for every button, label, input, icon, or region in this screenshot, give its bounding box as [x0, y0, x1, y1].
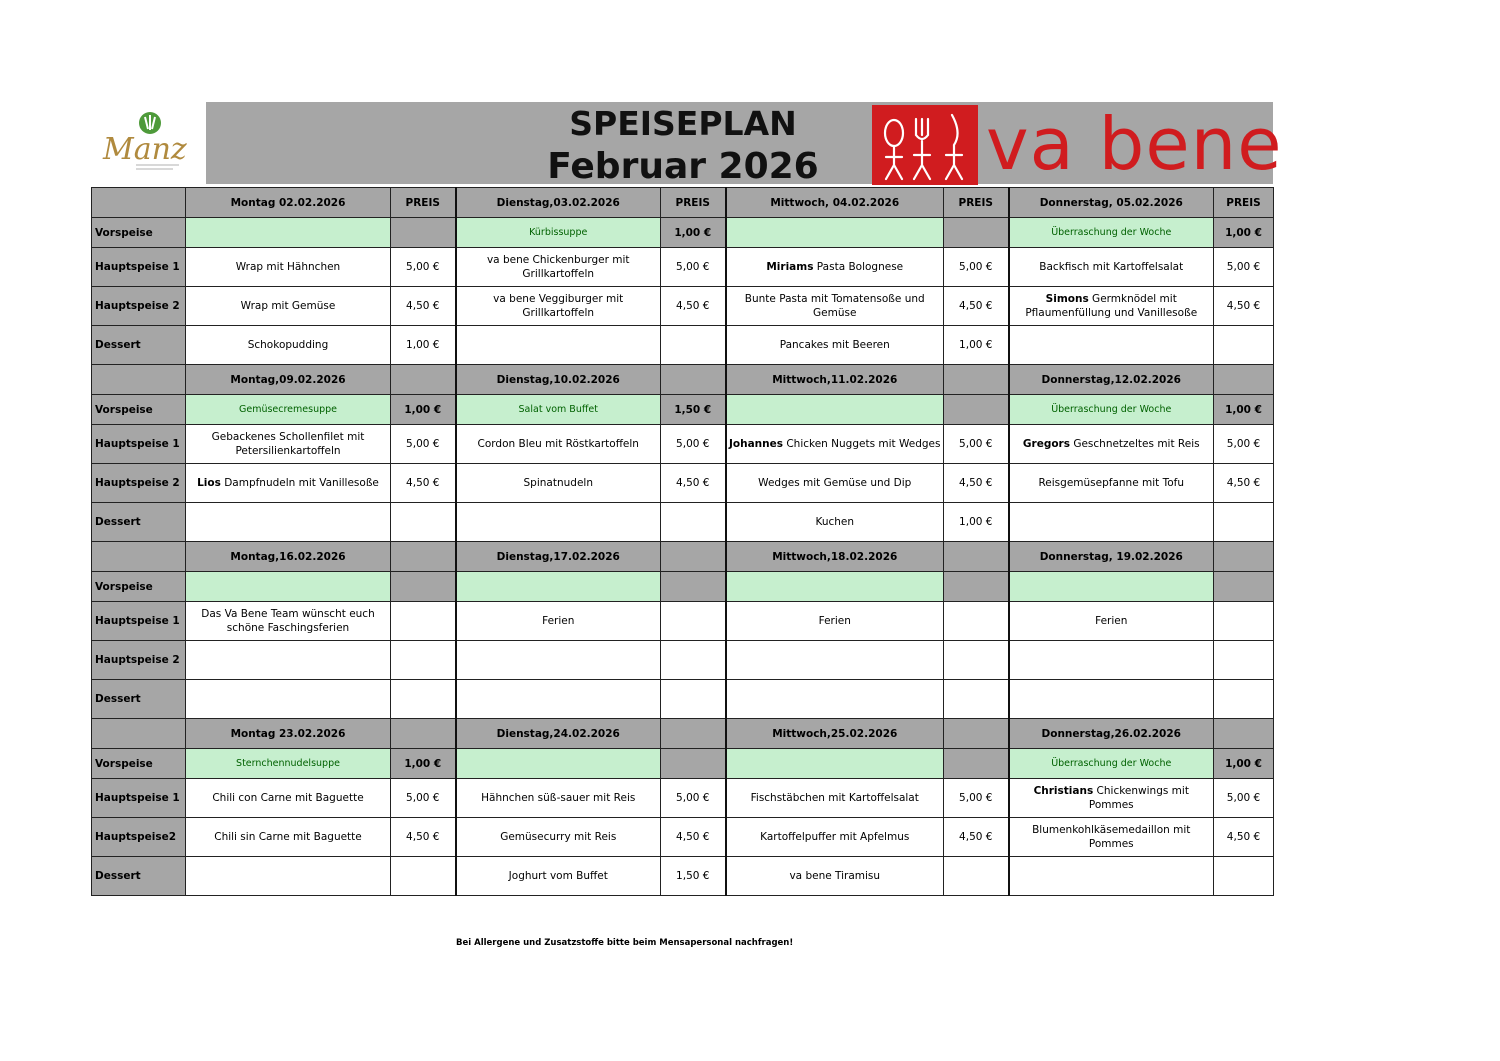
meal-cell	[456, 326, 661, 365]
meal-cell	[726, 287, 944, 326]
meal-price: 5,00 €	[944, 248, 1009, 287]
meal-name: Kürbissuppe	[529, 226, 588, 238]
meal-price: 1,00 €	[391, 749, 456, 779]
meal-price	[944, 218, 1009, 248]
meal-cell	[1009, 503, 1214, 542]
price-header	[944, 719, 1009, 749]
price-header	[1214, 719, 1274, 749]
meal-name: Chickenwings mit Pommes	[1088, 785, 1189, 811]
meal-name: Fischstäbchen mit Kartoffelsalat	[750, 792, 919, 804]
chef-name: Johannes	[728, 438, 783, 450]
meal-cell	[456, 395, 661, 425]
meal-name: Überraschung der Woche	[1051, 403, 1172, 415]
meal-price	[661, 602, 726, 641]
week-header-row	[92, 719, 1274, 749]
meal-price: 5,00 €	[1214, 425, 1274, 464]
meal-price: 4,50 €	[944, 818, 1009, 857]
meal-price	[391, 602, 456, 641]
row-label: Vorspeise	[92, 749, 186, 779]
meal-price: 4,50 €	[661, 818, 726, 857]
meal-cell	[726, 857, 944, 896]
meal-row	[92, 464, 1274, 503]
meal-price: 4,50 €	[1214, 818, 1274, 857]
meal-name: Gemüsecurry mit Reis	[500, 831, 617, 843]
meal-name: va bene Veggiburger mit Grillkartoffeln	[493, 293, 624, 319]
meal-price	[661, 641, 726, 680]
meal-name: Wrap mit Hähnchen	[235, 261, 341, 273]
meal-price: 5,00 €	[391, 779, 456, 818]
price-header	[391, 365, 456, 395]
meal-cell	[456, 464, 661, 503]
meal-row	[92, 218, 1274, 248]
meal-price	[1214, 602, 1274, 641]
meal-cell	[1009, 641, 1214, 680]
day-header: Donnerstag,26.02.2026	[1009, 719, 1214, 749]
meal-price	[944, 749, 1009, 779]
price-header	[661, 365, 726, 395]
meal-price: 5,00 €	[661, 425, 726, 464]
day-header: Dienstag,24.02.2026	[456, 719, 661, 749]
meal-name: Ferien	[1095, 615, 1128, 627]
meal-price: 1,50 €	[661, 857, 726, 896]
meal-price	[1214, 857, 1274, 896]
row-label: Hauptspeise 2	[92, 287, 186, 326]
meal-name: va bene Tiramisu	[789, 870, 881, 882]
meal-price: 1,00 €	[944, 503, 1009, 542]
meal-name: Schokopudding	[247, 339, 329, 351]
meal-row	[92, 248, 1274, 287]
price-header: PREIS	[661, 188, 726, 218]
meal-name: Chicken Nuggets mit Wedges	[783, 438, 941, 450]
row-label: Vorspeise	[92, 395, 186, 425]
day-header: Dienstag,17.02.2026	[456, 542, 661, 572]
meal-price	[661, 680, 726, 719]
meal-row	[92, 857, 1274, 896]
meal-cell	[456, 818, 661, 857]
meal-price: 1,00 €	[391, 326, 456, 365]
meal-cell	[456, 218, 661, 248]
meal-cell	[726, 779, 944, 818]
meal-name: Ferien	[542, 615, 575, 627]
meal-cell	[1009, 395, 1214, 425]
meal-row	[92, 425, 1274, 464]
meal-name: Wrap mit Gemüse	[240, 300, 336, 312]
row-label: Hauptspeise2	[92, 818, 186, 857]
meal-cell	[456, 857, 661, 896]
meal-price	[1214, 503, 1274, 542]
meal-price: 1,00 €	[1214, 218, 1274, 248]
row-label: Hauptspeise 1	[92, 425, 186, 464]
meal-name: Kuchen	[815, 516, 855, 528]
meal-price: 4,50 €	[391, 818, 456, 857]
meal-price	[391, 572, 456, 602]
meal-name: Pasta Bolognese	[813, 261, 904, 273]
meal-cell	[186, 287, 391, 326]
meal-cell	[456, 680, 661, 719]
week-header-row	[92, 542, 1274, 572]
meal-cell	[456, 602, 661, 641]
day-header: Dienstag,03.02.2026	[456, 188, 661, 218]
meal-price: 4,50 €	[944, 287, 1009, 326]
price-header	[944, 542, 1009, 572]
meal-price	[391, 680, 456, 719]
meal-cell	[726, 395, 944, 425]
meal-name: Gemüsecremesuppe	[238, 403, 337, 415]
meal-name: Germknödel mit Pflaumenfüllung und Vanillesoße	[1025, 293, 1198, 319]
day-header: Montag,09.02.2026	[186, 365, 391, 395]
meal-name: Überraschung der Woche	[1051, 226, 1172, 238]
meal-price: 1,00 €	[1214, 395, 1274, 425]
meal-cell	[186, 218, 391, 248]
meal-cell	[726, 602, 944, 641]
row-label: Dessert	[92, 326, 186, 365]
meal-cell	[186, 602, 391, 641]
meal-price: 1,00 €	[391, 395, 456, 425]
meal-cell	[1009, 218, 1214, 248]
meal-cell	[1009, 749, 1214, 779]
meal-name: Salat vom Buffet	[518, 403, 598, 415]
meal-cell	[1009, 779, 1214, 818]
meal-cell	[186, 425, 391, 464]
meal-name: va bene Chickenburger mit Grillkartoffeln	[486, 254, 630, 280]
meal-cell	[456, 248, 661, 287]
day-header: Mittwoch,18.02.2026	[726, 542, 944, 572]
meal-cell	[456, 749, 661, 779]
meal-price: 4,50 €	[1214, 464, 1274, 503]
meal-name: Wedges mit Gemüse und Dip	[758, 477, 912, 489]
meal-price	[944, 395, 1009, 425]
meal-cell	[186, 779, 391, 818]
meal-price	[1214, 572, 1274, 602]
meal-cell	[186, 749, 391, 779]
page-subtitle: Februar 2026	[547, 146, 819, 187]
price-header: PREIS	[944, 188, 1009, 218]
meal-price	[391, 218, 456, 248]
chef-name: Gregors	[1022, 438, 1070, 450]
meal-cell	[1009, 818, 1214, 857]
meal-name: Das Va Bene Team wünscht euch schöne Faschingsferien	[201, 608, 375, 634]
menu-table	[91, 187, 1274, 896]
meal-price	[944, 602, 1009, 641]
price-header	[661, 542, 726, 572]
meal-price	[944, 680, 1009, 719]
meal-price	[1214, 326, 1274, 365]
meal-cell	[456, 425, 661, 464]
meal-cell	[1009, 602, 1214, 641]
meal-cell	[726, 680, 944, 719]
meal-price	[391, 641, 456, 680]
cutlery-characters-icon	[872, 105, 978, 185]
meal-price: 4,50 €	[1214, 287, 1274, 326]
meal-cell	[726, 572, 944, 602]
meal-name: Blumenkohlkäsemedaillon mit Pommes	[1032, 824, 1191, 850]
meal-cell	[186, 326, 391, 365]
price-header	[391, 542, 456, 572]
corner-cell	[92, 542, 186, 572]
meal-price: 1,00 €	[1214, 749, 1274, 779]
corner-cell	[92, 188, 186, 218]
day-header: Montag 23.02.2026	[186, 719, 391, 749]
price-header	[1214, 365, 1274, 395]
page-title: SPEISEPLAN	[569, 104, 797, 143]
day-header: Donnerstag, 05.02.2026	[1009, 188, 1214, 218]
meal-row	[92, 602, 1274, 641]
meal-row	[92, 779, 1274, 818]
day-header: Dienstag,10.02.2026	[456, 365, 661, 395]
price-header: PREIS	[391, 188, 456, 218]
meal-cell	[456, 779, 661, 818]
row-label: Hauptspeise 1	[92, 248, 186, 287]
meal-price: 1,00 €	[944, 326, 1009, 365]
meal-name: Gebackenes Schollenfilet mit Petersilienkartoffeln	[211, 431, 365, 457]
meal-cell	[1009, 248, 1214, 287]
meal-cell	[186, 248, 391, 287]
meal-price: 5,00 €	[391, 425, 456, 464]
meal-cell	[726, 749, 944, 779]
meal-price	[944, 857, 1009, 896]
meal-row	[92, 680, 1274, 719]
manz-logo	[91, 103, 206, 184]
price-header	[391, 719, 456, 749]
meal-price	[661, 572, 726, 602]
meal-row	[92, 818, 1274, 857]
day-header: Montag 02.02.2026	[186, 188, 391, 218]
meal-cell	[186, 464, 391, 503]
meal-price: 5,00 €	[1214, 779, 1274, 818]
week-header-row	[92, 188, 1274, 218]
row-label: Dessert	[92, 503, 186, 542]
meal-cell	[1009, 857, 1214, 896]
meal-name: Überraschung der Woche	[1051, 757, 1172, 769]
meal-price: 1,50 €	[661, 395, 726, 425]
meal-cell	[456, 641, 661, 680]
meal-name: Kartoffelpuffer mit Apfelmus	[760, 831, 910, 843]
meal-price	[1214, 680, 1274, 719]
row-label: Hauptspeise 1	[92, 602, 186, 641]
meal-price	[661, 749, 726, 779]
meal-cell	[186, 572, 391, 602]
meal-name: Spinatnudeln	[523, 477, 593, 489]
meal-cell	[726, 425, 944, 464]
meal-name: Dampfnudeln mit Vanillesoße	[220, 477, 379, 489]
price-header: PREIS	[1214, 188, 1274, 218]
meal-price: 5,00 €	[661, 248, 726, 287]
meal-cell	[456, 503, 661, 542]
day-header: Montag,16.02.2026	[186, 542, 391, 572]
meal-price: 5,00 €	[944, 779, 1009, 818]
meal-row	[92, 326, 1274, 365]
meal-price	[661, 503, 726, 542]
day-header: Donnerstag, 19.02.2026	[1009, 542, 1214, 572]
manz-logo-text: Manz	[103, 132, 187, 167]
row-label: Hauptspeise 1	[92, 779, 186, 818]
day-header: Donnerstag,12.02.2026	[1009, 365, 1214, 395]
meal-price: 4,50 €	[944, 464, 1009, 503]
meal-row	[92, 395, 1274, 425]
meal-price: 5,00 €	[944, 425, 1009, 464]
day-header: Mittwoch,11.02.2026	[726, 365, 944, 395]
chef-name: Miriams	[766, 261, 814, 273]
meal-cell	[456, 287, 661, 326]
meal-price	[944, 641, 1009, 680]
chef-name: Simons	[1045, 293, 1089, 305]
meal-price: 5,00 €	[661, 779, 726, 818]
chef-name: Christians	[1033, 785, 1094, 797]
row-label: Vorspeise	[92, 218, 186, 248]
meal-cell	[1009, 425, 1214, 464]
meal-row	[92, 287, 1274, 326]
meal-price: 4,50 €	[661, 464, 726, 503]
meal-cell	[1009, 464, 1214, 503]
row-label: Dessert	[92, 857, 186, 896]
meal-name: Pancakes mit Beeren	[779, 339, 890, 351]
meal-price: 5,00 €	[1214, 248, 1274, 287]
meal-cell	[726, 326, 944, 365]
price-header	[661, 719, 726, 749]
meal-price: 4,50 €	[661, 287, 726, 326]
meal-name: Reisgemüsepfanne mit Tofu	[1038, 477, 1185, 489]
week-header-row	[92, 365, 1274, 395]
meal-name: Sternchennudelsuppe	[236, 757, 340, 769]
meal-name: Chili con Carne mit Baguette	[212, 792, 364, 804]
meal-price	[661, 326, 726, 365]
meal-price: 4,50 €	[391, 464, 456, 503]
meal-cell	[1009, 680, 1214, 719]
meal-name: Bunte Pasta mit Tomatensoße und Gemüse	[744, 293, 925, 319]
meal-cell	[726, 464, 944, 503]
corner-cell	[92, 719, 186, 749]
meal-price: 1,00 €	[661, 218, 726, 248]
meal-cell	[1009, 326, 1214, 365]
meal-cell	[186, 395, 391, 425]
meal-price	[391, 503, 456, 542]
meal-cell	[186, 818, 391, 857]
meal-row	[92, 572, 1274, 602]
meal-cell	[1009, 287, 1214, 326]
meal-cell	[726, 503, 944, 542]
meal-price: 5,00 €	[391, 248, 456, 287]
meal-price	[391, 857, 456, 896]
meal-cell	[186, 680, 391, 719]
meal-name: Geschnetzeltes mit Reis	[1069, 438, 1200, 450]
row-label: Hauptspeise 2	[92, 641, 186, 680]
meal-row	[92, 749, 1274, 779]
meal-row	[92, 503, 1274, 542]
meal-cell	[186, 641, 391, 680]
meal-name: Hähnchen süß-sauer mit Reis	[481, 792, 636, 804]
meal-cell	[726, 641, 944, 680]
meal-name: Ferien	[818, 615, 851, 627]
meal-cell	[726, 248, 944, 287]
price-header	[944, 365, 1009, 395]
meal-cell	[186, 857, 391, 896]
corner-cell	[92, 365, 186, 395]
row-label: Hauptspeise 2	[92, 464, 186, 503]
allergen-footnote: Bei Allergene und Zusatzstoffe bitte beim Mensapersonal nachfragen!	[456, 938, 794, 948]
brand-name: va bene	[986, 102, 1283, 186]
meal-price: 4,50 €	[391, 287, 456, 326]
meal-cell	[456, 572, 661, 602]
meal-name: Backfisch mit Kartoffelsalat	[1039, 261, 1184, 273]
price-header	[1214, 542, 1274, 572]
meal-name: Chili sin Carne mit Baguette	[214, 831, 362, 843]
day-header: Mittwoch, 04.02.2026	[726, 188, 944, 218]
meal-cell	[726, 218, 944, 248]
meal-name: Joghurt vom Buffet	[508, 870, 608, 882]
meal-price	[1214, 641, 1274, 680]
day-header: Mittwoch,25.02.2026	[726, 719, 944, 749]
meal-row	[92, 641, 1274, 680]
meal-cell	[1009, 572, 1214, 602]
meal-cell	[726, 818, 944, 857]
row-label: Vorspeise	[92, 572, 186, 602]
meal-price	[944, 572, 1009, 602]
meal-name: Cordon Bleu mit Röstkartoffeln	[477, 438, 639, 450]
row-label: Dessert	[92, 680, 186, 719]
meal-cell	[186, 503, 391, 542]
chef-name: Lios	[197, 477, 221, 489]
